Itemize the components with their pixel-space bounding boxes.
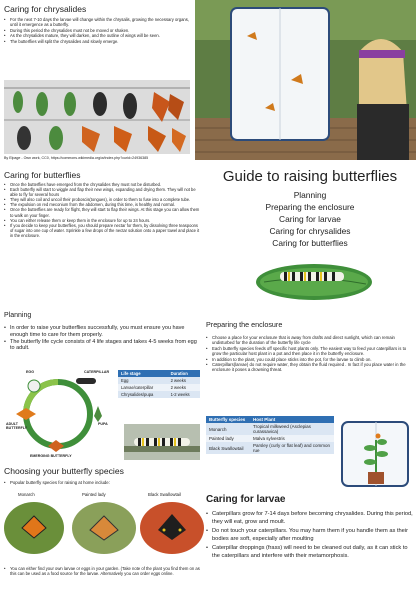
list-item: • In order to raise your butterflies successfully, you must ensure you have enough time to care for them properly. — [4, 325, 200, 339]
planning-section — [4, 312, 200, 464]
chrysalides-heading: Caring for chrysalides — [4, 4, 87, 14]
cycle-label-caterpillar: CATERPILLAR — [84, 370, 110, 374]
table-row — [118, 377, 200, 384]
contents-item: Preparing the enclosure — [265, 202, 355, 212]
life-stage-table — [118, 370, 200, 398]
table-cell: 2 weeks — [170, 385, 186, 390]
enclosure-bullets — [206, 335, 416, 373]
enclosure-heading: Preparing the enclosure — [206, 320, 283, 329]
species-heading: Choosing your butterfly species — [4, 466, 124, 476]
table-cell: Tropical milkweed (Asclepias curassavica) — [253, 424, 311, 434]
list-item: • During this period the chrysalides must not be moved or shaken. — [4, 28, 190, 33]
table-header-row — [206, 416, 334, 423]
chrysalides-bullets — [4, 17, 190, 44]
table-header-cell: Butterfly species — [209, 417, 246, 422]
contents-item: Caring for chrysalides — [269, 226, 351, 236]
table-header-cell: Host Plant — [253, 417, 276, 422]
host-plant-table — [206, 416, 334, 454]
table-cell: Malva sylvestris — [253, 436, 285, 441]
table-cell: Chrysalides/pupa — [121, 392, 154, 397]
species-bullets — [4, 480, 204, 485]
list-item: • Caterpillars grow for 7-14 days before becoming chrysalides. During this period, they will eat, grow and moult. — [206, 511, 416, 526]
table-header-row — [118, 370, 200, 377]
page-title: Guide to raising butterflies — [222, 168, 398, 185]
table-cell: Parsley (curly or flat leaf) and common rue — [253, 443, 331, 453]
contents-list — [204, 189, 416, 249]
species-name-painted-lady: Painted lady — [82, 492, 106, 497]
list-item: • Once the butterflies are ready for flight, they will start to flap their wings. At this stage you can allow them to walk on your finger. — [4, 207, 200, 217]
list-item: • Choose a place for your enclosure that is away from drafts and direct sunlight, which can remain undisturbed for the duration of the butterfly life cycle — [206, 335, 416, 346]
larvae-bullets — [206, 511, 416, 561]
species-photos — [4, 500, 204, 556]
species-name-monarch: Monarch — [18, 492, 35, 497]
guide-title-block — [204, 166, 416, 316]
table-cell: 2 weeks — [170, 378, 186, 383]
list-item: • You can either release them or keep them in the enclosure for up to 24 hours. — [4, 218, 200, 223]
species-footer-list — [4, 566, 204, 576]
larvae-heading: Caring for larvae — [206, 494, 286, 505]
list-item: • As the chrysalides mature, they will darken, and the outline of wings will be seen. — [4, 33, 190, 38]
list-item: • Each butterfly will start to wiggle and flap their new wings, expanding and drying them. They will not be able to fly for several hours — [4, 187, 200, 197]
list-item: • Once the butterflies have emerged from the chrysalides they must not be disturbed. — [4, 182, 200, 187]
list-item: • If you decide to keep your butterflies, you should prepare nectar for them, by dissolving three teaspoons of sugar into one cup of water. Sprinkle a few drops of the nectar solution onto a paper towel and place it in the enclosure. — [4, 223, 200, 238]
contents-item: Caring for butterflies — [272, 238, 348, 248]
list-item: • Each butterfly species feeds off specific host plants only. The easiest way to feed your caterpillars is to grow the particular host plant in a pot and then place it in the butterfly enclosure. — [206, 346, 416, 357]
larvae-section — [206, 494, 416, 594]
life-cycle-diagram — [6, 370, 116, 460]
enclosure-section — [206, 320, 416, 488]
cycle-label-emerging: EMERGING BUTTERFLY — [30, 454, 72, 458]
contents-item: Planning — [293, 190, 327, 200]
caterpillar-on-leaf-photo — [254, 258, 374, 304]
table-row — [206, 423, 334, 435]
table-header-cell: Life stage — [121, 371, 141, 376]
table-cell: Monarch — [209, 426, 227, 432]
table-cell: Larvae/caterpillar — [121, 385, 154, 390]
contents-item: Caring for larvae — [279, 214, 341, 224]
butterflies-bullets — [4, 182, 200, 238]
table-row — [206, 435, 334, 442]
image-credit: By Elpage - Own work, CC0, https://commons.wikimedia.org/w/index.php?curid=24936385 — [4, 156, 149, 160]
planning-heading: Planning — [4, 312, 32, 319]
table-cell: Black Swallowtail — [209, 445, 244, 451]
cycle-label-egg: EGG — [26, 370, 34, 374]
list-item: • In addition to the plant, you could place sticks into the pot, for the larvae to climb on. — [206, 357, 416, 362]
butterflies-heading: Caring for butterflies — [4, 170, 81, 180]
chrysalides-section — [4, 4, 190, 162]
list-item: • They will also coil and uncoil their proboscis(tongues), in order to them to fuse into a complete tube. — [4, 197, 200, 202]
chrysalis-stages-photo — [4, 80, 190, 154]
table-row — [206, 442, 334, 454]
table-cell: 1-2 weeks — [170, 392, 190, 397]
table-row — [118, 391, 200, 398]
list-item: • For the next 7-10 days the larvae will change within the chrysalis, growing the necessary organs, until it emergence as a butterfly. — [4, 17, 190, 28]
cycle-label-adult: ADULT BUTTERFLY — [6, 422, 28, 430]
enclosure-child-photo — [195, 0, 416, 160]
list-item: • You can either find your own larvae or eggs in your garden. (Take note of the plant you find them on as this can be used as a food source for the larvae. Alternatively you can order eggs online. — [4, 566, 204, 576]
butterflies-section — [4, 170, 200, 310]
list-item: • Caterpillars(larvae) do not require water, they obtain the fluid required . In fact if you place water in the enclosure it poses a drowning threat. — [206, 362, 416, 373]
enclosure-with-plant-photo — [340, 420, 414, 488]
species-name-black-swallowtail: Black Swallowtail — [148, 492, 181, 497]
cycle-label-pupa: PUPA — [98, 422, 108, 426]
monarch-caterpillar-photo — [124, 424, 200, 460]
list-item: • The butterflies will split the chrysalides and slowly emerge. — [4, 39, 190, 44]
planning-bullets — [4, 325, 200, 352]
table-header-cell: Duration — [170, 371, 188, 376]
list-item: • The butterfly life cycle consists of 4 life stages and takes 4-5 weeks from egg to adult. — [4, 339, 200, 353]
table-cell: Egg — [121, 378, 129, 383]
list-item: • The expulsion on red meconium from the abdomen, during this time, is healthy and normal. — [4, 202, 200, 207]
list-item: • Popular butterfly species for raising at home include: — [4, 480, 204, 485]
species-section — [4, 466, 204, 594]
list-item: • Do not touch your caterpillars. You may harm them if you handle them as their bodies are soft, especially after moulting — [206, 528, 416, 543]
table-row — [118, 384, 200, 391]
table-cell: Painted lady — [209, 436, 234, 441]
list-item: • Caterpillar droppings (frass) will need to be cleaned out daily, as it can stick to the caterpillars and interfere with their metamorphosis. — [206, 545, 416, 560]
